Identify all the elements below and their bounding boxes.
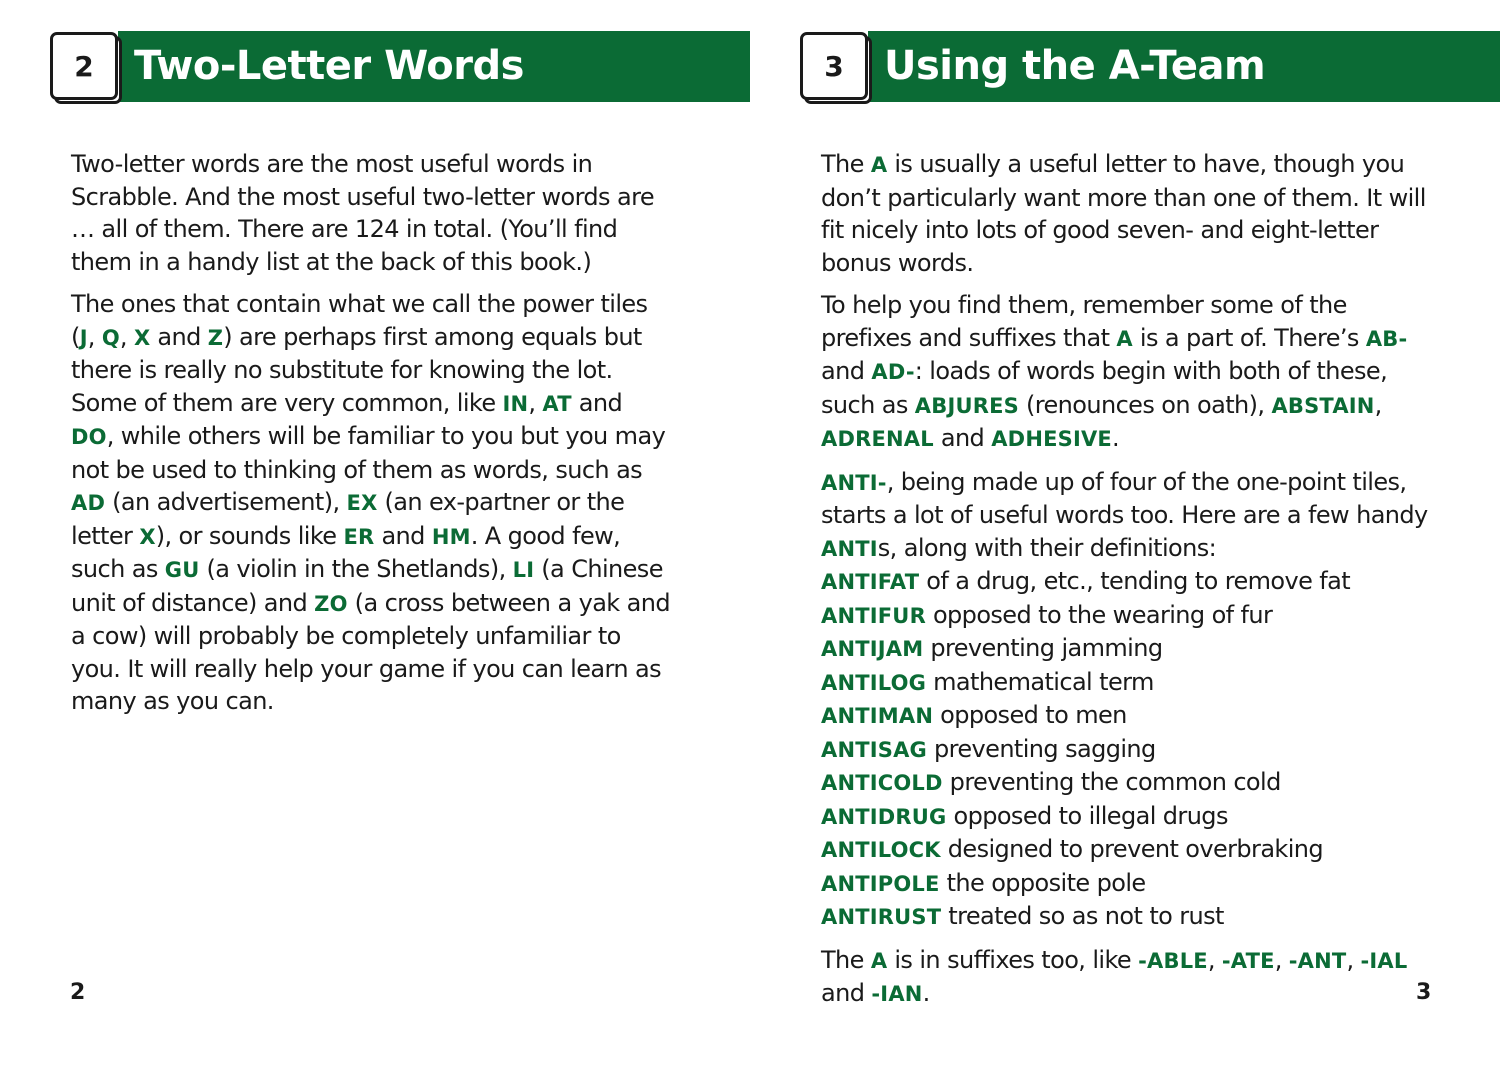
definition-item — [821, 733, 1441, 767]
keyword: A — [1116, 326, 1133, 351]
definition-word: ANTILOCK — [821, 838, 941, 862]
definition-word: ANTIDRUG — [821, 804, 947, 829]
definition-item — [821, 766, 1441, 800]
definition-word: ANTIRUST — [821, 905, 942, 929]
page-number: 3 — [1416, 980, 1432, 1005]
definition-item — [821, 867, 1441, 901]
keyword: LI — [512, 558, 535, 582]
keyword: AB- — [1365, 326, 1408, 351]
definition-word: ANTIMAN — [821, 704, 934, 728]
keyword: GU — [164, 558, 200, 582]
keyword: A — [870, 153, 888, 177]
definition-item — [821, 699, 1441, 733]
keyword: IN — [502, 391, 529, 416]
keyword: -IAN — [871, 982, 923, 1006]
chapter-number: 2 — [50, 32, 118, 100]
right-page — [750, 0, 1500, 1069]
definition-text: preventing jamming — [923, 634, 1163, 662]
definition-text: of a drug, etc., tending to remove fat — [919, 567, 1351, 595]
keyword: J — [79, 325, 88, 350]
keyword: ABSTAIN — [1271, 393, 1375, 418]
definition-word: ANTIJAM — [821, 637, 924, 661]
keyword: ADRENAL — [821, 427, 934, 451]
definition-text: preventing the common cold — [942, 768, 1281, 796]
page-number: 2 — [70, 980, 86, 1005]
keyword: -ABLE — [1138, 948, 1208, 973]
definition-word: ANTIFUR — [821, 603, 926, 628]
definition-text: treated so as not to rust — [941, 902, 1224, 930]
body-text — [71, 148, 671, 728]
definition-item — [821, 565, 1441, 599]
keyword: ABJURES — [914, 393, 1019, 418]
definition-item — [821, 666, 1441, 700]
chapter-number-tile — [50, 32, 122, 102]
keyword: X — [139, 524, 156, 549]
paragraph: Two-letter words are the most useful words in Scrabble. And the most useful two-letter words are … all of them. There are 124 in total. (You’ll find them in a handy list at the back of this book.) — [71, 150, 654, 276]
paragraph: To help you find them, remember some of the prefixes and suffixes that A is a part of. There’s AB- and AD-: loads of words begin with both of these, such as ABJURES (renounces on oath), ABSTAIN, ADRENAL and ADHESIVE. — [821, 291, 1408, 452]
definition-text: mathematical term — [926, 667, 1154, 696]
keyword: Q — [101, 325, 120, 350]
definitions-intro: ANTI-, being made up of four of the one-point tiles, starts a lot of useful words too. Here are a few handy ANTIs, along with their definitions: — [821, 467, 1428, 562]
definition-word: ANTICOLD — [821, 771, 943, 795]
definition-item — [821, 632, 1441, 666]
definition-text: preventing sagging — [926, 734, 1156, 763]
chapter-number-tile — [800, 32, 872, 102]
paragraph: The A is in suffixes too, like -ABLE, -ATE, -ANT, -IAL and -IAN. — [821, 945, 1408, 1007]
keyword: X — [133, 325, 151, 350]
keyword: EX — [346, 491, 378, 515]
chapter-title: Using the A-Team — [884, 43, 1266, 89]
keyword: -ATE — [1221, 948, 1275, 973]
keyword: AT — [542, 391, 572, 416]
keyword: AD- — [871, 360, 915, 384]
definition-word: ANTIPOLE — [821, 871, 940, 896]
keyword: AD — [71, 491, 106, 515]
definition-text: opposed to men — [933, 701, 1127, 729]
keyword: ER — [343, 524, 375, 549]
definition-item — [821, 599, 1441, 633]
keyword: Z — [207, 325, 224, 350]
keyword: ZO — [314, 591, 348, 616]
definition-text: designed to prevent overbraking — [940, 835, 1324, 863]
chapter-header-bar — [118, 31, 750, 102]
definition-text: opposed to illegal drugs — [946, 801, 1228, 830]
definition-word: ANTILOG — [821, 670, 927, 695]
definition-word: ANTIFAT — [821, 570, 920, 594]
keyword: ANTI- — [821, 470, 887, 495]
paragraph: The A is usually a useful letter to have, though you don’t particularly want more than one of them. It will fit nicely into lots of good seven- and eight-letter bonus words. — [821, 150, 1426, 277]
definition-list — [821, 565, 1441, 934]
definition-text: the opposite pole — [939, 868, 1146, 897]
definition-item — [821, 800, 1441, 834]
definition-word: ANTISAG — [821, 737, 927, 762]
keyword: -IAL — [1360, 948, 1408, 973]
keyword: A — [870, 948, 888, 973]
keyword: -ANT — [1288, 948, 1347, 973]
keyword: ANTI — [821, 536, 878, 561]
chapter-header-bar — [868, 31, 1500, 102]
definition-text: opposed to the wearing of fur — [925, 600, 1273, 629]
keyword: ADHESIVE — [991, 427, 1112, 451]
definition-item — [821, 833, 1441, 867]
chapter-number: 3 — [800, 32, 868, 100]
definitions-paragraph — [821, 466, 1441, 934]
keyword: HM — [431, 524, 471, 549]
body-text — [821, 148, 1441, 1021]
chapter-title: Two-Letter Words — [134, 43, 524, 89]
definition-item — [821, 900, 1441, 934]
paragraph: The ones that contain what we call the power tiles (J, Q, X and Z) are perhaps first among equals but there is really no substitute for knowing the lot. Some of them are very common, like IN, AT and DO, while others will be familiar to you but you may not be used to thinking of them as words, such as AD (an advertisement), EX (an ex-partner or the letter X), or sounds like ER and HM. A good few, such as GU (a violin in the Shetlands), LI (a Chinese unit of distance) and ZO (a cross between a yak and a cow) will probably be completely unfamiliar to you. It will really help your game if you can learn as many as you can. — [71, 290, 670, 715]
keyword: DO — [71, 425, 107, 449]
